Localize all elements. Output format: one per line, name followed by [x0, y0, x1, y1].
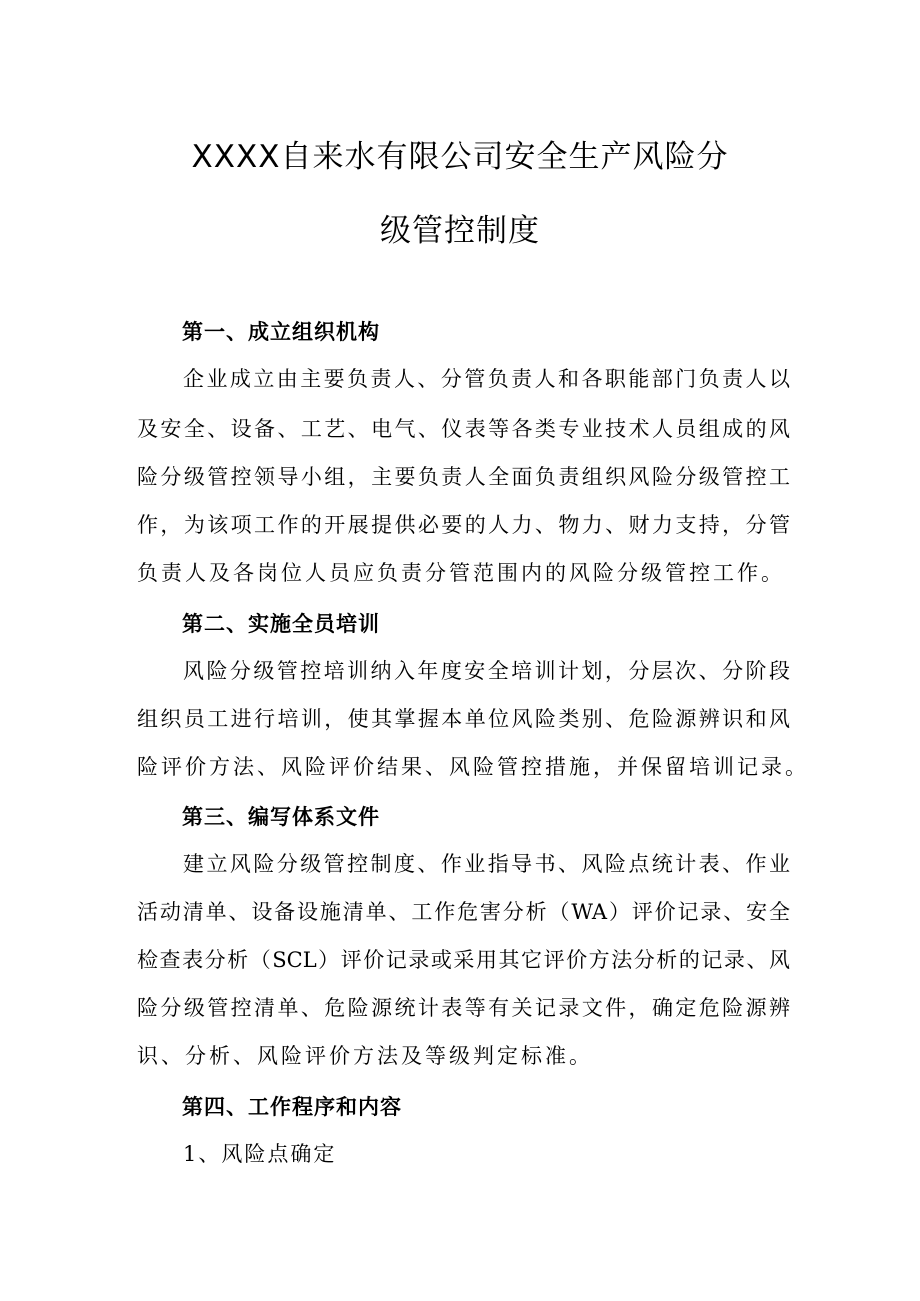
document-title-line-2: 级管控制度	[380, 213, 540, 249]
paragraph-line: 活动清单、设备设施清单、工作危害分析（WA）评价记录、安全	[137, 900, 790, 924]
paragraph-line: 识、分析、风险评价方法及等级判定标准。	[137, 1044, 593, 1068]
paragraph-line: 企业成立由主要负责人、分管负责人和各职能部门负责人以	[183, 367, 790, 391]
paragraph-line: 风险分级管控培训纳入年度安全培训计划，分层次、分阶段	[183, 659, 790, 683]
document-title-line-1: XXXX自来水有限公司安全生产风险分	[191, 139, 729, 175]
paragraph-line: 险分级管控清单、危险源统计表等有关记录文件，确定危险源辨	[137, 996, 790, 1020]
subsection-heading: 1、风险点确定	[183, 1142, 337, 1166]
paragraph-line: 建立风险分级管控制度、作业指导书、风险点统计表、作业	[183, 852, 790, 876]
section-3-heading: 第三、编写体系文件	[182, 805, 380, 829]
paragraph-line: 及安全、设备、工艺、电气、仪表等各类专业技术人员组成的风	[137, 417, 790, 441]
paragraph-line: 作，为该项工作的开展提供必要的人力、物力、财力支持，分管	[137, 513, 790, 537]
section-1-heading: 第一、成立组织机构	[182, 320, 380, 344]
paragraph-line: 检查表分析（SCL）评价记录或采用其它评价方法分析的记录、风	[137, 948, 790, 972]
paragraph-line: 险评价方法、风险评价结果、风险管控措施，并保留培训记录。	[137, 755, 809, 779]
section-2-heading: 第二、实施全员培训	[182, 612, 380, 636]
paragraph-line: 组织员工进行培训，使其掌握本单位风险类别、危险源辨识和风	[137, 707, 790, 731]
paragraph-line: 险分级管控领导小组，主要负责人全面负责组织风险分级管控工	[137, 465, 790, 489]
paragraph-line: 负责人及各岗位人员应负责分管范围内的风险分级管控工作。	[137, 561, 785, 585]
section-4-heading: 第四、工作程序和内容	[182, 1095, 402, 1119]
